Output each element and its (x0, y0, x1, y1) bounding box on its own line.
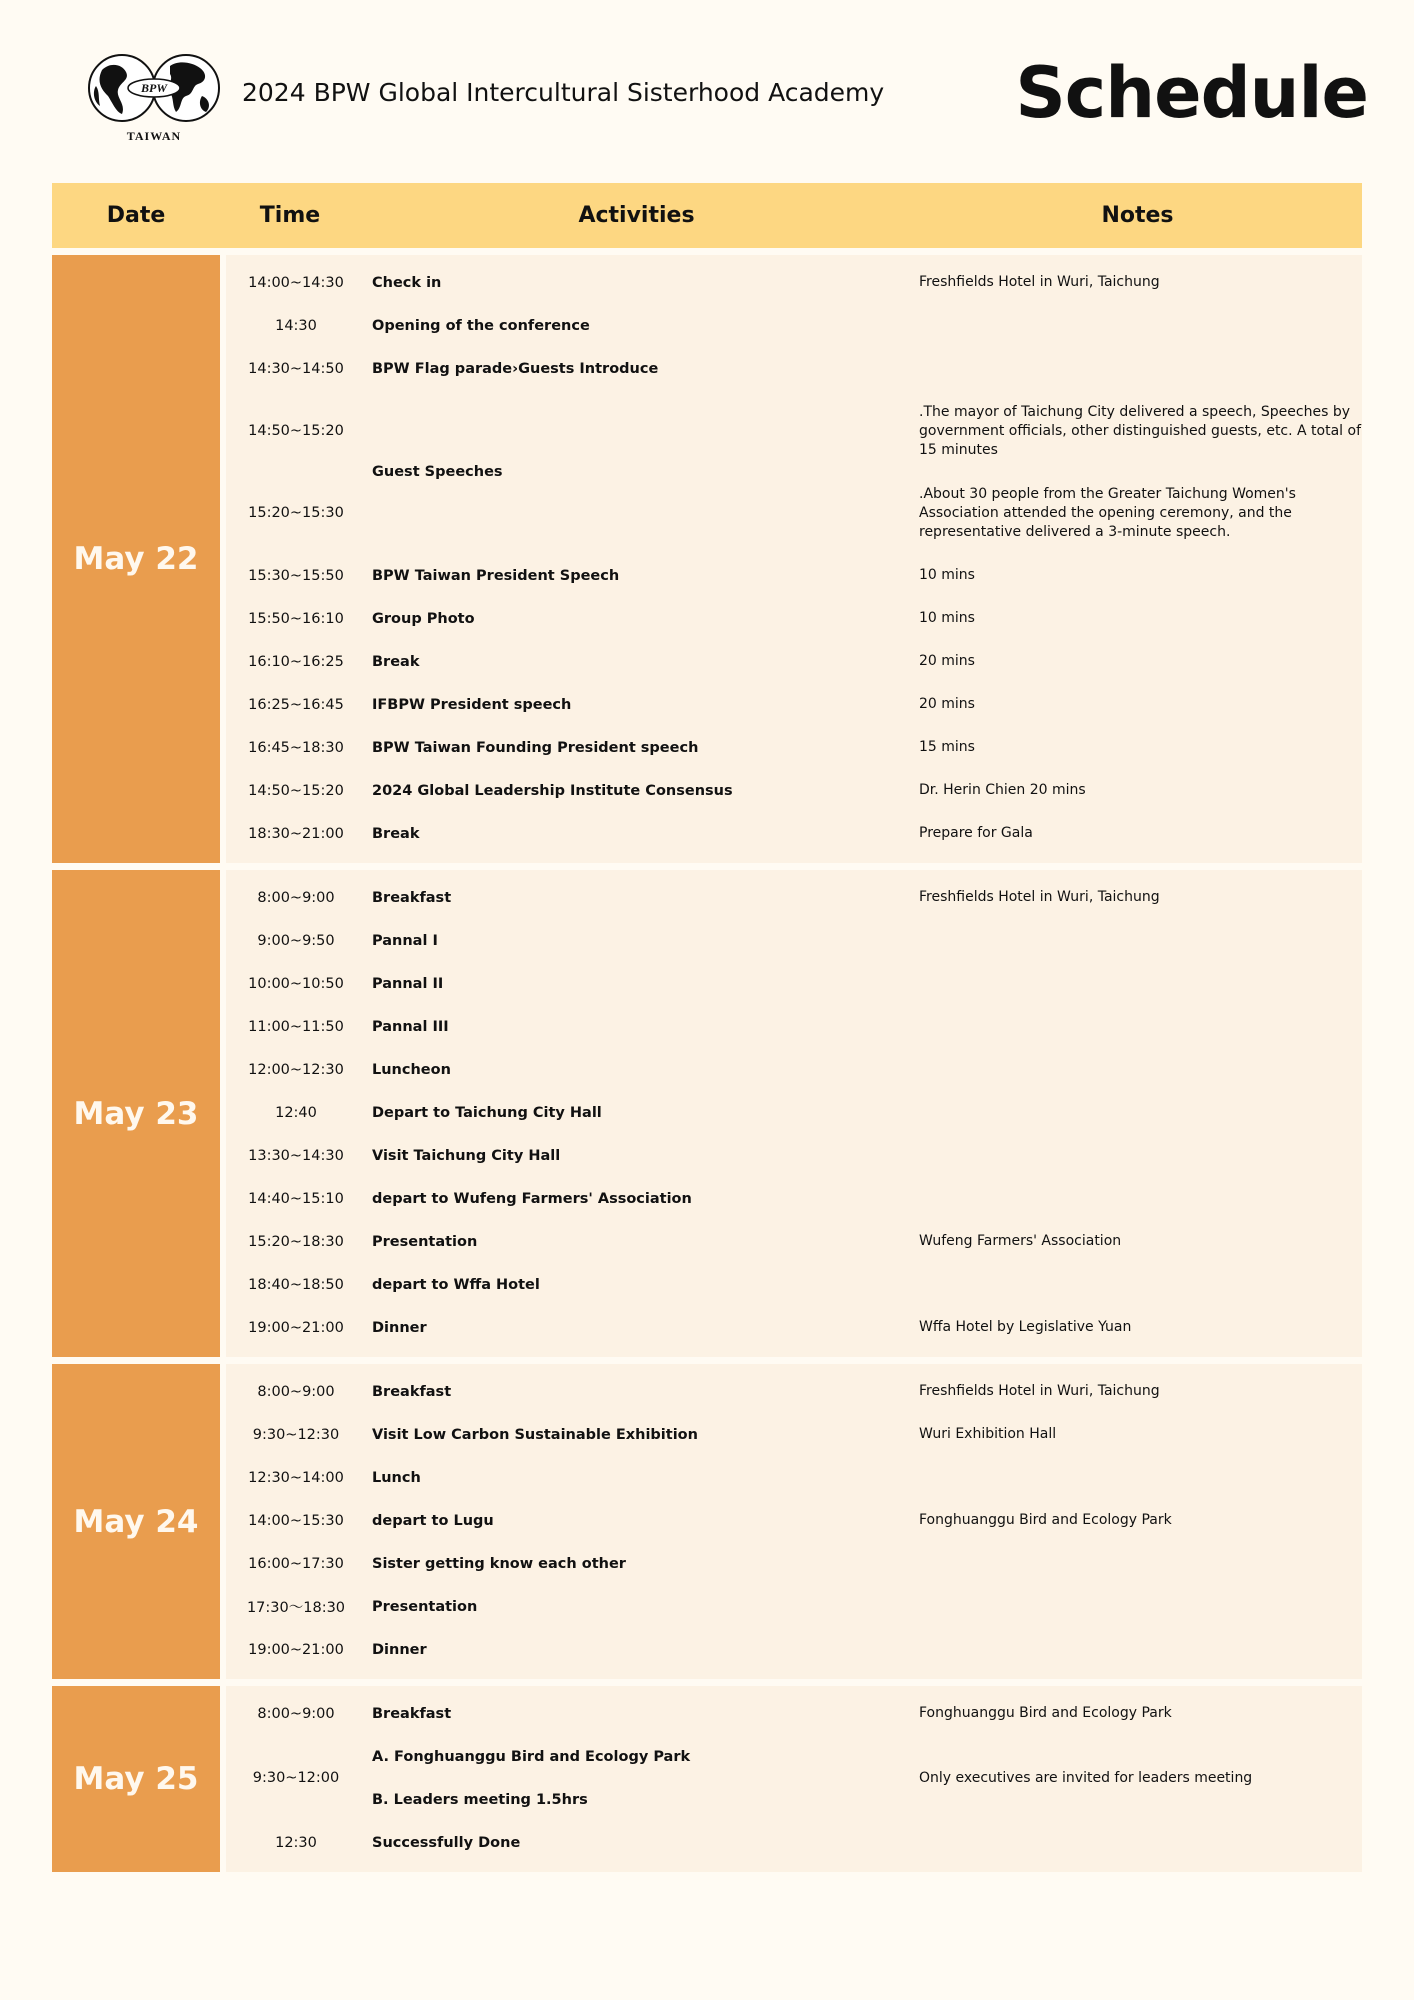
day-section-may-23 (52, 870, 1362, 1357)
time-cell: 14:30 (275, 317, 317, 334)
column-header-activities: Activities (578, 203, 695, 228)
activity-cell: Guest Speeches (372, 464, 503, 480)
time-cell: 19:00~21:00 (248, 1641, 344, 1658)
merged-row (226, 1735, 1362, 1821)
table-row (226, 1585, 1362, 1628)
activity-cell: BPW Taiwan Founding President speech (372, 739, 699, 756)
table-row (226, 876, 1362, 919)
date-cell: May 22 (52, 255, 220, 863)
time-cell: 16:25~16:45 (248, 696, 344, 713)
activity-cell: depart to Wufeng Farmers' Association (372, 1190, 692, 1207)
activity-cell: Lunch (372, 1469, 421, 1486)
column-header-time: Time (259, 203, 321, 228)
day-section-may-24 (52, 1364, 1362, 1679)
notes-cell: Dr. Herin Chien 20 mins (919, 782, 1086, 798)
date-cell: May 25 (52, 1686, 220, 1872)
time-cell: 8:00~9:00 (257, 1705, 335, 1722)
time-cell: 14:40~15:10 (248, 1190, 344, 1207)
activity-cell: IFBPW President speech (372, 696, 572, 713)
activity-cell: Breakfast (372, 1383, 452, 1400)
time-cell: 9:00~9:50 (257, 932, 335, 949)
table-row (226, 726, 1362, 769)
activity-cell: Presentation (372, 1233, 478, 1250)
activity-row (366, 1778, 919, 1821)
time-cell: 16:00~17:30 (248, 1555, 344, 1572)
table-row (226, 640, 1362, 683)
activity-cell: Breakfast (372, 1705, 452, 1722)
activity-cell: Pannal I (372, 932, 438, 949)
table-row (226, 1499, 1362, 1542)
day-section-may-25 (52, 1686, 1362, 1872)
time-cell: 14:30~14:50 (248, 360, 344, 377)
table-row (226, 1048, 1362, 1091)
activity-cell: A. Fonghuanggu Bird and Ecology Park (372, 1748, 691, 1765)
activity-cell: Break (372, 825, 420, 842)
table-row (226, 1306, 1362, 1349)
time-cell: 12:40 (275, 1104, 317, 1121)
table-row (226, 472, 366, 554)
table-row (226, 962, 1362, 1005)
table-header (52, 183, 1362, 248)
logo-text: BPW (140, 81, 168, 95)
activity-cell: Depart to Taichung City Hall (372, 1104, 602, 1121)
activity-cell: Dinner (372, 1319, 427, 1336)
table-row (226, 554, 1362, 597)
notes-cell: Freshfields Hotel in Wuri, Taichung (919, 274, 1160, 290)
notes-row (919, 390, 1368, 472)
time-cell: 12:30~14:00 (248, 1469, 344, 1486)
date-cell: May 24 (52, 1364, 220, 1679)
time-cell: 11:00~11:50 (248, 1018, 344, 1035)
table-row (226, 597, 1362, 640)
table-row (226, 261, 1362, 304)
activity-cell: Visit Low Carbon Sustainable Exhibition (372, 1426, 698, 1443)
time-cell: 18:40~18:50 (248, 1276, 344, 1293)
activity-cell: Break (372, 653, 420, 670)
table-row (226, 1692, 1362, 1735)
table-row (226, 769, 1362, 812)
activity-cell: Visit Taichung City Hall (372, 1147, 561, 1164)
notes-cell: Wffa Hotel by Legislative Yuan (919, 1319, 1132, 1335)
time-cell: 14:00~15:30 (248, 1512, 344, 1529)
time-cell: 13:30~14:30 (248, 1147, 344, 1164)
day-rows (226, 1364, 1362, 1679)
activity-cell: depart to Wffa Hotel (372, 1276, 540, 1293)
table-row (226, 1821, 1362, 1864)
notes-cell: 20 mins (919, 696, 975, 712)
date-cell: May 23 (52, 870, 220, 1357)
time-cell: 12:30 (275, 1834, 317, 1851)
logo-subtext: TAIWAN (126, 129, 182, 143)
table-row (226, 919, 1362, 962)
table-row (226, 1542, 1362, 1585)
time-cell: 8:00~9:00 (257, 1383, 335, 1400)
notes-cell: 10 mins (919, 567, 975, 583)
activity-cell: Luncheon (372, 1061, 451, 1078)
time-cell: 14:50~15:20 (248, 782, 344, 799)
day-rows (226, 255, 1362, 863)
header (0, 0, 1414, 170)
activity-cell: BPW Taiwan President Speech (372, 567, 620, 584)
time-cell: 16:10~16:25 (248, 653, 344, 670)
table-row (226, 1370, 1362, 1413)
table-row (226, 1628, 1362, 1671)
notes-cell: Fonghuanggu Bird and Ecology Park (919, 1512, 1172, 1528)
time-cell: 12:00~12:30 (248, 1061, 344, 1078)
activity-cell: Pannal II (372, 975, 444, 992)
activity-row (366, 1735, 919, 1778)
time-cell: 15:50~16:10 (248, 610, 344, 627)
notes-cell: .The mayor of Taichung City delivered a speech, Speeches by government officials, other distinguished guests, etc. A total of 15 minutes (919, 403, 1362, 458)
table-row (226, 683, 1362, 726)
guest-speeches-group (226, 390, 1362, 554)
table-row (226, 304, 1362, 347)
time-cell: 10:00~10:50 (248, 975, 344, 992)
time-cell: 19:00~21:00 (248, 1319, 344, 1336)
activity-cell: Sister getting know each other (372, 1555, 626, 1572)
activity-cell: Dinner (372, 1641, 427, 1658)
activity-cell: Opening of the conference (372, 317, 590, 334)
time-cell: 8:00~9:00 (257, 889, 335, 906)
activity-cell: depart to Lugu (372, 1512, 494, 1529)
time-cell: 9:30~12:30 (252, 1426, 340, 1443)
time-cell: 14:50~15:20 (248, 423, 344, 439)
time-cell: 15:20~18:30 (248, 1233, 344, 1250)
activity-cell: Presentation (372, 1598, 478, 1615)
activity-cell: BPW Flag parade›Guests Introduce (372, 360, 659, 377)
table-row (226, 1005, 1362, 1048)
notes-cell: Prepare for Gala (919, 825, 1033, 841)
notes-cell: Wuri Exhibition Hall (919, 1426, 1057, 1442)
time-cell: 18:30~21:00 (248, 825, 344, 842)
table-row (226, 390, 366, 472)
time-cell: 14:00~14:30 (248, 274, 344, 291)
table-row (226, 1220, 1362, 1263)
notes-cell: 15 mins (919, 739, 975, 755)
activity-cell: Breakfast (372, 889, 452, 906)
notes-cell: Wufeng Farmers' Association (919, 1233, 1122, 1249)
day-rows (226, 870, 1362, 1357)
notes-cell: Only executives are invited for leaders meeting (919, 1769, 1253, 1786)
schedule-table (52, 183, 1362, 1872)
time-cell: 9:30~12:00 (252, 1770, 340, 1786)
notes-cell: 20 mins (919, 653, 975, 669)
notes-cell: Freshfields Hotel in Wuri, Taichung (919, 1383, 1160, 1399)
notes-cell: Freshfields Hotel in Wuri, Taichung (919, 889, 1160, 905)
notes-cell: Fonghuanggu Bird and Ecology Park (919, 1705, 1172, 1721)
notes-cell: 10 mins (919, 610, 975, 626)
column-header-date: Date (106, 203, 166, 228)
bpw-globe-logo (82, 52, 227, 144)
activity-cell: 2024 Global Leadership Institute Consensus (372, 782, 733, 799)
table-row (226, 347, 1362, 390)
table-row (226, 1177, 1362, 1220)
table-row (226, 1134, 1362, 1177)
org-title: 2024 BPW Global Intercultural Sisterhood Academy (242, 78, 885, 107)
activity-cell: Pannal III (372, 1018, 449, 1035)
time-cell: 16:45~18:30 (248, 739, 344, 756)
table-row (226, 1263, 1362, 1306)
day-section-may-22 (52, 255, 1362, 863)
activity-cell: Check in (372, 274, 442, 291)
table-row (226, 1456, 1362, 1499)
table-row (226, 1091, 1362, 1134)
notes-cell: .About 30 people from the Greater Taichung Women's Association attended the opening ceremony, and the representative delivered a 3-minute speech. (919, 485, 1296, 540)
activity-cell: B. Leaders meeting 1.5hrs (372, 1791, 588, 1808)
page-title: Schedule (1015, 52, 1368, 134)
notes-row (919, 472, 1368, 554)
activity-cell: Group Photo (372, 610, 475, 627)
table-row (226, 812, 1362, 855)
time-cell: 15:20~15:30 (248, 505, 344, 521)
activity-cell: Successfully Done (372, 1834, 521, 1851)
time-cell: 17:30～18:30 (246, 1600, 346, 1616)
table-row (226, 1413, 1362, 1456)
time-cell: 15:30~15:50 (248, 567, 344, 584)
day-rows (226, 1686, 1362, 1872)
column-header-notes: Notes (1101, 203, 1174, 228)
